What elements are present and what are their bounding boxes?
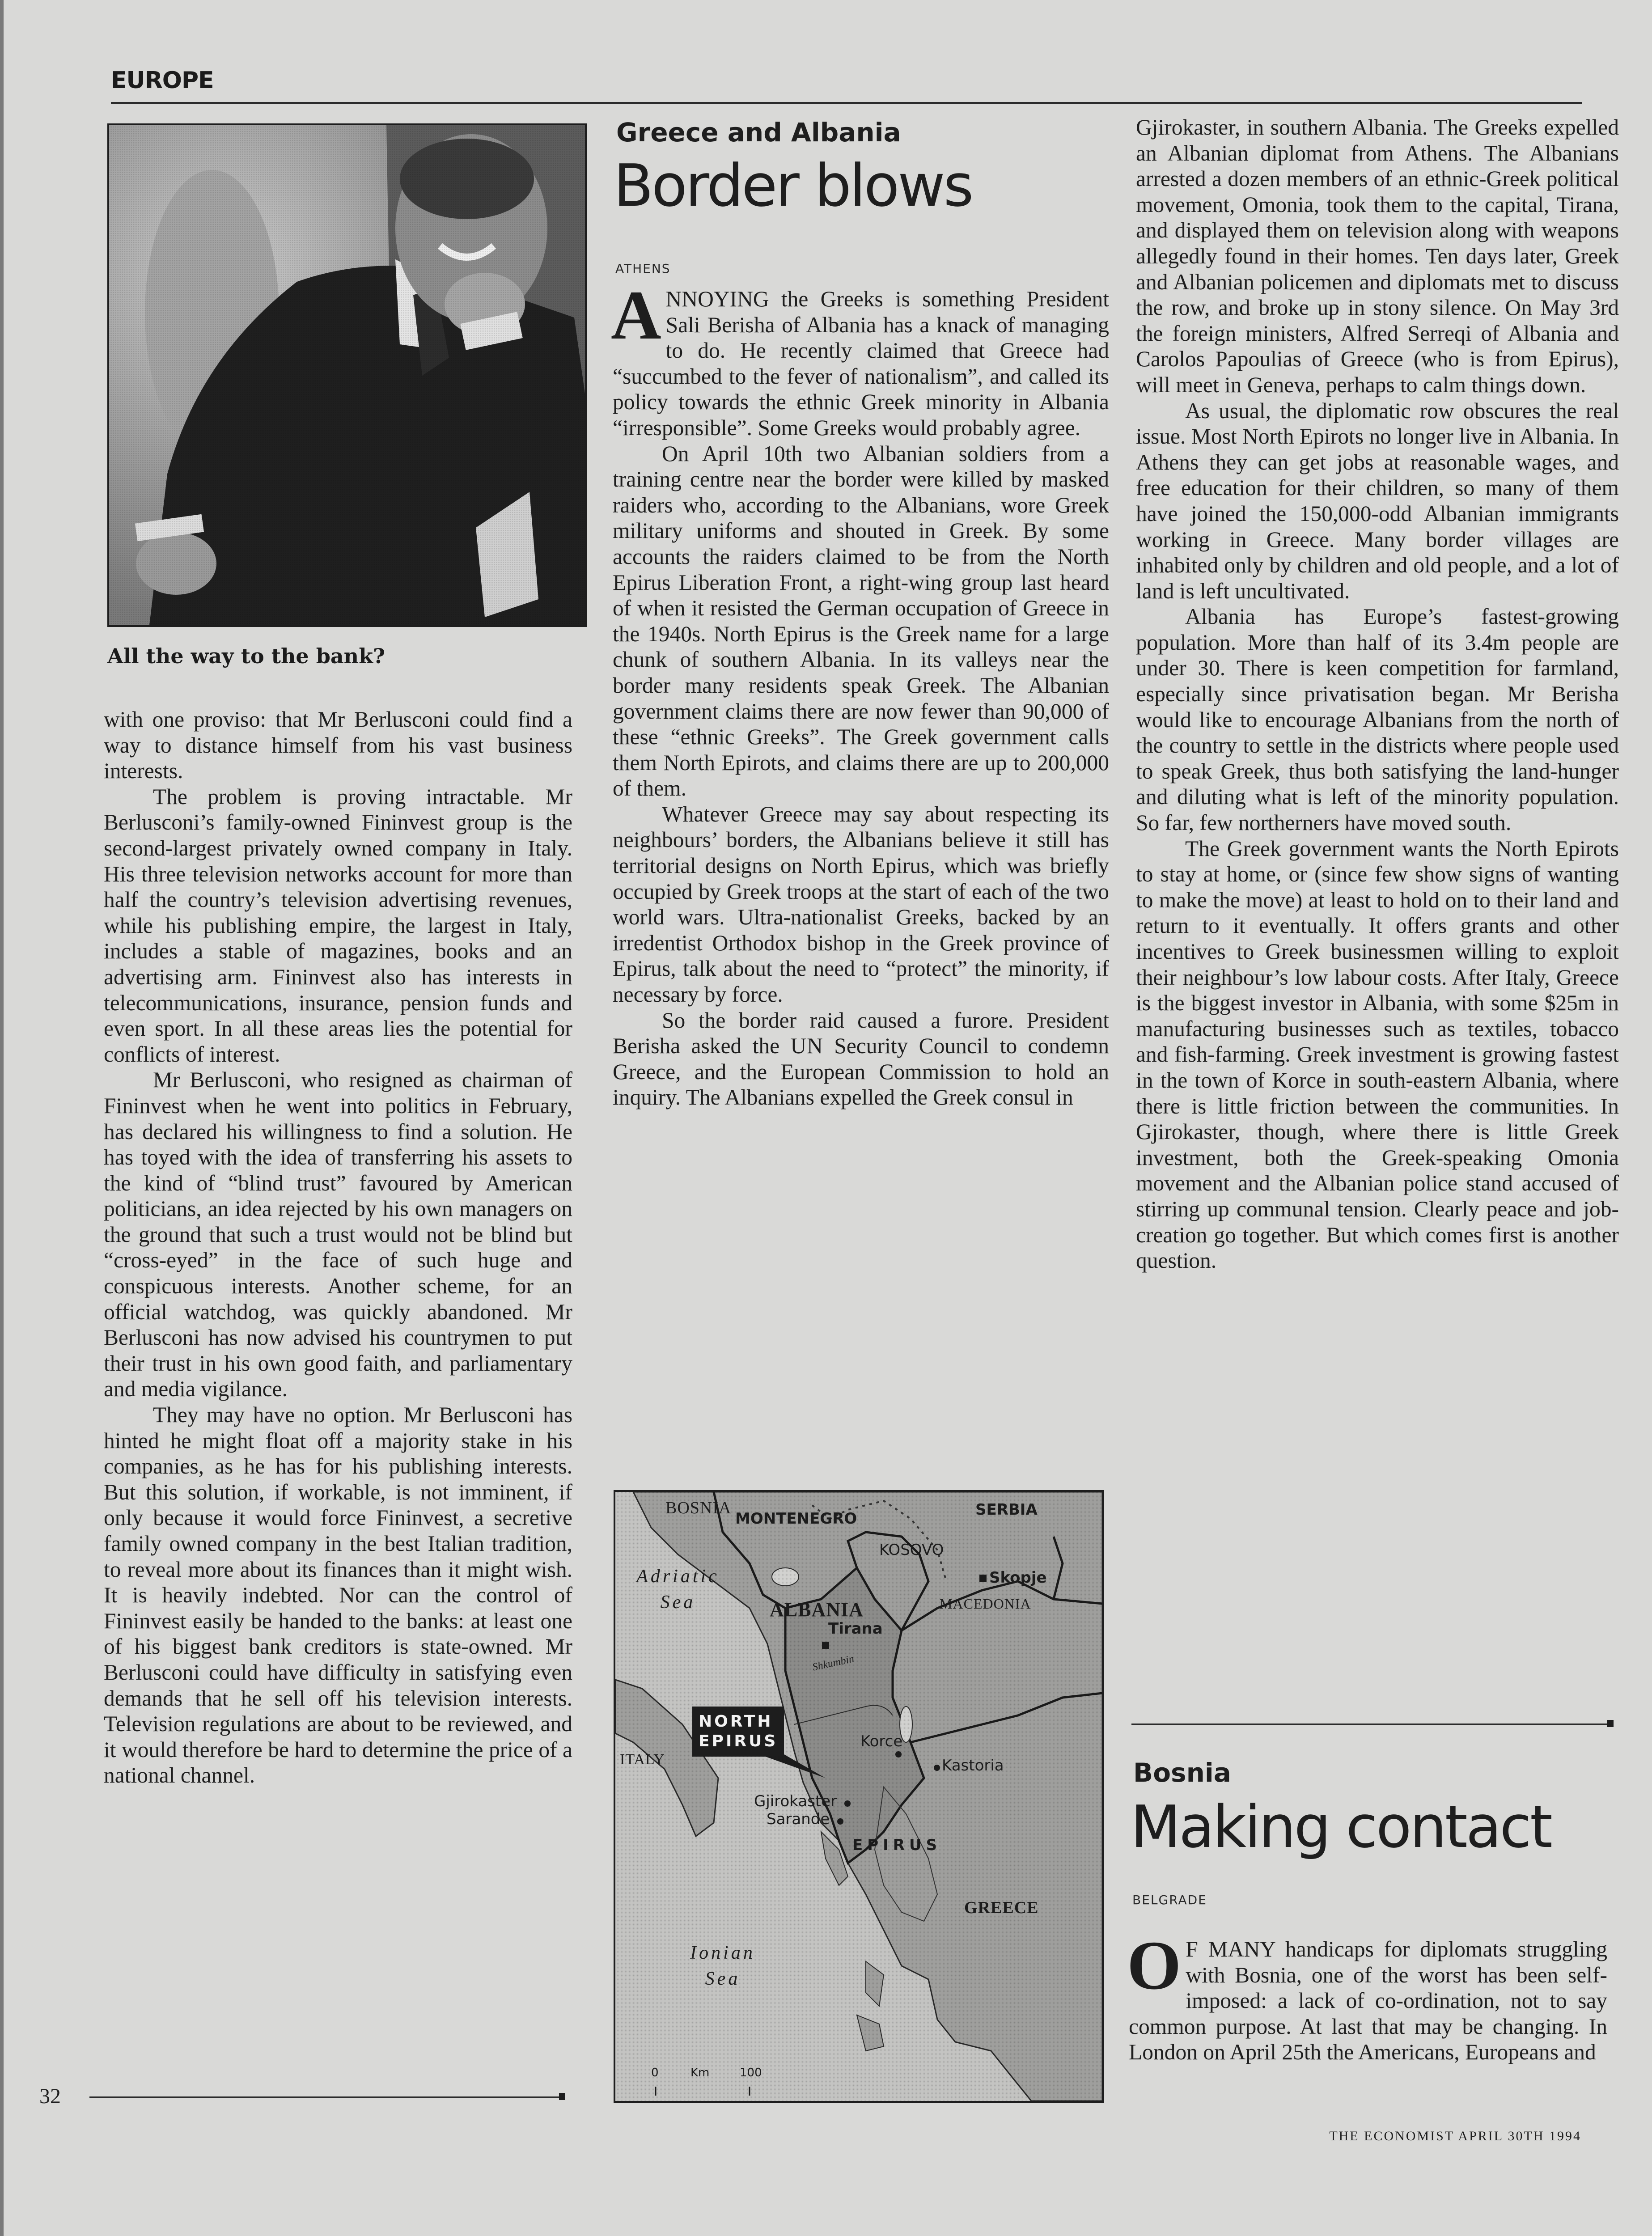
lead-paragraph xyxy=(611,276,1109,441)
paragraph xyxy=(613,1008,1109,1110)
text-span: So the border raid caused a furore. President Berisha asked the xyxy=(613,1008,1109,1059)
map-label-italy: ITALY xyxy=(620,1751,665,1768)
lead-text: F MANY handicaps for diplomats struggling with Bosnia, one of the worst has been self-imposed: a lack of co-ordination, not to say common purpose. At last that may be changing. In London on April 25th the Americans, Europeans and xyxy=(1129,1937,1607,2065)
paragraph: Mr Berlusconi, who resigned as chairman of Fininvest when he went into politics in February, has declared his willingness to find a solution. He has toyed with the idea of transferring his assets to the kind of “blind trust” favoured by American politicians, an idea rejected by his own managers on the ground that such a trust would not be blind but “cross-eyed” in the face of such huge and conspicuous interests. Another scheme, for an official watchdog, was quickly abandoned. Mr Berlusconi has now advised his countrymen to put their trust in his own good faith, and parliamentary and media vigilance. xyxy=(104,1067,572,1402)
paragraph: Whatever Greece may say about respecting its neighbours’ borders, the Albanians believe it still has territorial designs on North Epirus, which was briefly occupied by Greek troops at the start of each of the two world wars. Ultra-nationalist Greeks, backed by an irredentist Orthodox bishop in the Greek province of Epirus, talk about the need to “protect” the minority, if necessary by force. xyxy=(613,801,1109,1007)
berlusconi-article-column xyxy=(104,707,572,1788)
article-headline: Border blows xyxy=(614,152,972,220)
un-abbreviation: UN xyxy=(790,1033,823,1059)
section-label: EUROPE xyxy=(111,67,214,94)
lead-paragraph xyxy=(1127,1927,1607,2065)
page-spine-edge xyxy=(0,0,4,2236)
lead-text: NNOYING the Greeks is something President Sali Berisha of Albania has a knack of managing to do. He recently claimed that Greece had “succumbed to the fever of nationalism”, and called its policy towards the ethnic Greek minority in Albania “irresponsible”. Some Greeks would probably agree. xyxy=(613,287,1109,440)
map-label-skopje: Skopje xyxy=(989,1569,1047,1587)
city-marker-korce xyxy=(895,1751,902,1757)
map-label-gjirokaster: Gjirokaster xyxy=(754,1792,837,1810)
sea-name: Ionian xyxy=(690,1943,755,1963)
article-end-rule xyxy=(1131,1724,1610,1725)
end-mark xyxy=(559,2093,565,2100)
map-label-epirus-region: EPIRUS xyxy=(852,1836,942,1854)
photo-image xyxy=(109,125,585,625)
scale-hundred: 100 xyxy=(740,2066,762,2079)
scale-unit: Km xyxy=(690,2066,710,2079)
map-label-shkumbin-river: Shkumbin xyxy=(811,1653,856,1673)
map-label-tirana: Tirana xyxy=(828,1620,883,1638)
photo-caption: All the way to the bank? xyxy=(107,644,385,668)
paragraph: On April 10th two Albanian soldiers from a training centre near the border were killed by masked raiders who, according to the Albanians, wore Greek military uniforms and shouted in Greek. By some accounts the raiders claimed to be from the North Epirus Liberation Front, a right-wing group last heard of when it resisted the German occupation of Greece in the 1940s. North Epirus is the Greek name for a large chunk of southern Albania. In its valleys near the border many residents speak Greek. The Albanian government claims there are now fewer than 90,000 of these “ethnic Greeks”. The Greek government calls them North Epirots, and claims there are up to 200,000 of them. xyxy=(613,441,1109,801)
text-span: Security Council to condemn Greece, and the European Commission to hold an inquiry. The Albanians expelled the Greek consul in xyxy=(613,1033,1109,1110)
map-label-montenegro: MONTENEGRO xyxy=(735,1510,857,1528)
map-label-adriatic-sea xyxy=(624,1563,732,1615)
map-label-albania: ALBANIA xyxy=(770,1599,864,1621)
article-dateline: ATHENS xyxy=(615,261,671,276)
column-end-rule xyxy=(89,2096,559,2098)
map-label-sarande: Sarande xyxy=(767,1810,830,1828)
paragraph: The problem is proving intractable. Mr Berlusconi’s family-owned Fininvest group is the second-largest privately owned company in Italy. His three television networks account for more than half the country’s television advertising revenues, while his publishing empire, the largest in Italy, includes a stable of magazines, books and an advertising arm. Fininvest also has interests in telecommunications, insurance, pension funds and even sport. In all these areas lies the potential for conflicts of interest. xyxy=(104,784,572,1067)
article-kicker: Greece and Albania xyxy=(616,117,901,148)
issue-footer: THE ECONOMIST APRIL 30TH 1994 xyxy=(1329,2129,1581,2143)
bosnia-article-column xyxy=(1127,1927,1607,2065)
berlusconi-photo xyxy=(107,123,587,627)
map-label-serbia: SERBIA xyxy=(975,1501,1038,1519)
article-headline: Making contact xyxy=(1131,1793,1551,1861)
drop-cap: O xyxy=(1127,1927,1182,2004)
map-label-kosovo: KOSOVO xyxy=(879,1541,944,1559)
map-label-greece: GREECE xyxy=(964,1898,1039,1917)
page-number: 32 xyxy=(39,2084,61,2108)
capital-marker-skopje xyxy=(979,1575,987,1582)
paragraph: They may have no option. Mr Berlusconi has hinted he might float off a majority stake in his companies, as he has for his publishing interests. But this solution, if workable, is not imminent, if only because it would force Fininvest, a secretive family owned company in the best Italian tradition, to reveal more about its finances than it might wish. It is heavily indebted. Nor can the control of Fininvest easily be handed to the banks: at least one of his biggest bank creditors is state-owned. Mr Berlusconi could have difficulty in satisfying even demands that he sell off his television interests. Television regulations are about to be reviewed, and it would therefore be hard to determine the price of a national channel. xyxy=(104,1402,572,1788)
sea-word: Sea xyxy=(660,1592,696,1613)
article-dateline: BELGRADE xyxy=(1132,1893,1207,1907)
paragraph: Gjirokaster, in southern Albania. The Greeks expelled an Albanian diplomat from Athens. The Albanians arrested a dozen members of an ethnic-Greek political movement, Omonia, took them to the capital, Tirana, and displayed them on television along with weapons allegedly found in their homes. Ten days later, Greek and Albanian policemen and diplomats met to discuss the row, and broke up in stony silence. On May 3rd the foreign ministers, Alfred Serreqi of Albania and Carolos Papoulias of Greece (who is from Epirus), will meet in Geneva, perhaps to calm things down. xyxy=(1136,115,1619,397)
greece-article-column-continued xyxy=(1136,114,1619,1274)
city-marker-sarande xyxy=(837,1818,843,1825)
map-label-korce: Korce xyxy=(860,1732,903,1750)
end-mark xyxy=(1607,1720,1614,1727)
article-kicker: Bosnia xyxy=(1133,1757,1231,1788)
sea-word: Sea xyxy=(705,1969,741,1989)
capital-marker-tirana xyxy=(822,1642,829,1649)
sea-name: Adriatic xyxy=(636,1566,720,1587)
north-epirus-map xyxy=(614,1490,1104,2103)
paragraph: with one proviso: that Mr Berlusconi could find a way to distance himself from his vast business interests. xyxy=(104,707,572,783)
map-label-macedonia: MACEDONIA xyxy=(940,1596,1031,1612)
scale-zero: 0 xyxy=(651,2066,659,2079)
section-rule xyxy=(111,102,1582,104)
city-marker-gjirokaster xyxy=(844,1800,851,1807)
greece-article-column xyxy=(611,276,1109,1110)
callout-line: NORTH xyxy=(699,1712,773,1731)
drop-cap: A xyxy=(611,276,661,354)
map-label-ionian-sea xyxy=(678,1940,767,1992)
map-label-kastoria: Kastoria xyxy=(942,1757,1004,1774)
paragraph: As usual, the diplomatic row obscures the real issue. Most North Epirots no longer live in Albania. In Athens they can get jobs at reasonable wages, and free education for their children, so many of them have joined the 150,000-odd Albanian immigrants working in Greece. Many border villages are inhabited only by children and old people, and a lot of land is left uncultivated. xyxy=(1136,398,1619,603)
city-marker-kastoria xyxy=(934,1765,940,1771)
callout-line: EPIRUS xyxy=(699,1732,778,1750)
north-epirus-callout xyxy=(692,1707,784,1757)
paragraph: Albania has Europe’s fastest-growing population. More than half of its 3.4m people are under 30. There is keen competition for farmland, especially since privatisation began. Mr Berisha would like to encourage Albanians from the north of the country to settle in the districts where people used to speak Greek, thus both satisfying the land-hunger and diluting what is left of the minority population. So far, few northerners have moved south. xyxy=(1136,604,1619,835)
map-label-bosnia: BOSNIA xyxy=(665,1499,732,1517)
paragraph: The Greek government wants the North Epirots to stay at home, or (since few show signs of wanting to make the move) at least to hold on to their land and return to it eventually. It offers grants and other incentives to Greek businessmen willing to exploit their neighbour’s low labour costs. After Italy, Greece is the biggest investor in Albania, with some $25m in manufacturing businesses such as textiles, tobacco and fish-farming. Greek investment is growing fastest in the town of Korce in south-eastern Albania, where there is little friction between the communities. In Gjirokaster, though, where there is little Greek investment, both the Greek-speaking Omonia movement and the Albanian police stand accused of stirring up communal tension. Clearly peace and job-creation go together. But which comes first is another question. xyxy=(1136,836,1619,1273)
